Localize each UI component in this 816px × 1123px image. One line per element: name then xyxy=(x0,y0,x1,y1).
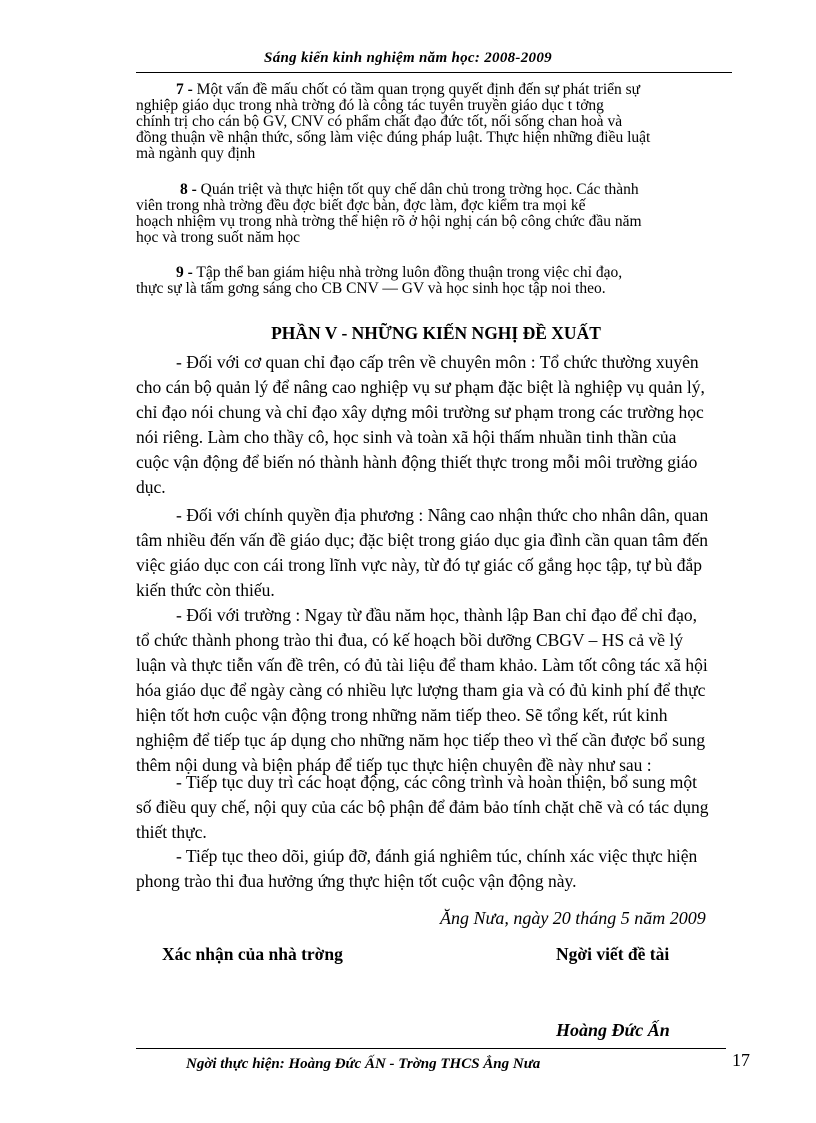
text-line: nghiệm để tiếp tục áp dụng cho những năm học tiếp theo vì thế cần được bổ sung xyxy=(136,730,706,750)
item-8 xyxy=(136,182,736,246)
item-7 xyxy=(136,82,736,162)
text-line: 7 - Một vấn đề mấu chốt có tầm quan trọng quyết định đến sự phát triển sự xyxy=(176,81,641,98)
item-number: 8 - xyxy=(180,181,197,198)
text-line: hoạch nhiệm vụ trong nhà trờng thể hiện rõ ở hội nghị cán bộ công chức đầu năm xyxy=(136,213,642,230)
text-line: kiến thức còn thiếu. xyxy=(136,580,275,600)
text-line: hóa giáo dục để ngày càng có nhiều lực lượng tham gia và có đủ kinh phí để thực xyxy=(136,680,706,700)
text-line: tâm nhiều đến vấn đề giáo dục; đặc biệt trong giáo dục gia đình cần quan tâm đến xyxy=(136,530,708,550)
page-header: Sáng kiến kinh nghiệm năm học: 2008-2009 xyxy=(264,50,552,66)
text-line: luận và thực tiễn vấn đề trên, có đủ tài liệu để tham khảo. Làm tốt công tác xã hội xyxy=(136,655,708,675)
text-line: phong trào thi đua hưởng ứng thực hiện tốt cuộc vận động này. xyxy=(136,871,577,891)
text-line: thực sự là tấm gơng sáng cho CB CNV — GV và học sinh học tập noi theo. xyxy=(136,280,606,297)
text-line: 8 - Quán triệt và thực hiện tốt quy chế dân chủ trong trờng học. Các thành xyxy=(180,181,639,198)
page-footer: Ngời thực hiện: Hoàng Đức ẤN - Trờng THCS Ẳng Nưa xyxy=(186,1056,541,1072)
text-line: nói riêng. Làm cho thầy cô, học sinh và toàn xã hội thấm nhuần tinh thần của xyxy=(136,427,677,447)
text-line: thêm nội dung và biện pháp để tiếp tục thực hiện chuyên đề này như sau : xyxy=(136,755,652,775)
item-number: 7 - xyxy=(176,81,193,98)
school-confirmation-label: Xác nhận của nhà trờng xyxy=(162,944,343,964)
page-number: 17 xyxy=(732,1050,750,1070)
paragraph-school xyxy=(136,603,740,778)
text-line: mà ngành quy định xyxy=(136,145,256,162)
author-label: Ngời viết đề tài xyxy=(556,944,670,964)
item-9 xyxy=(136,265,736,297)
text-line: nghiệp giáo dục trong nhà trờng đó là công tác tuyên truyền giáo dục t tởng xyxy=(136,97,604,114)
text-line: đồng thuận về nhận thức, sống làm việc đúng pháp luật. Thực hiện những điều luật xyxy=(136,129,651,146)
footer-divider xyxy=(136,1048,726,1049)
text-line: - Đối với chính quyền địa phương : Nâng cao nhận thức cho nhân dân, quan xyxy=(176,505,709,525)
item-number: 9 - xyxy=(176,264,193,281)
text-line: học và trong suốt năm học xyxy=(136,229,301,246)
paragraph-superior-agency xyxy=(136,350,740,500)
text-line: việc giáo dục con cái trong lĩnh vực này, từ đó tự giác cố gắng học tập, tự bù đắp xyxy=(136,555,703,575)
text-line: thiết thực. xyxy=(136,822,207,842)
paragraph-continue-monitoring xyxy=(136,844,740,894)
text-line: dục. xyxy=(136,477,166,497)
text-line: chính trị cho cán bộ GV, CNV có phẩm chất đạo đức tốt, nối sống chan hoà và xyxy=(136,113,623,130)
text-line: - Tiếp tục theo dõi, giúp đỡ, đánh giá nghiêm túc, chính xác việc thực hiện xyxy=(176,846,698,866)
text-line: - Đối với cơ quan chỉ đạo cấp trên về chuyên môn : Tổ chức thường xuyên xyxy=(176,352,699,372)
paragraph-local-government xyxy=(136,503,740,603)
text-line: tổ chức thành phong trào thi đua, có kế hoạch bồi dưỡng CBGV – HS cả về lý xyxy=(136,630,683,650)
text-line: cho cán bộ quản lý để nâng cao nghiệp vụ sư phạm đặc biệt là nghiệp vụ quản lý, xyxy=(136,377,705,397)
author-signature: Hoàng Đức Ấn xyxy=(556,1020,670,1040)
paragraph-continue-activities xyxy=(136,770,740,845)
header-divider xyxy=(136,72,732,73)
text-line: - Đối với trường : Ngay từ đầu năm học, thành lập Ban chỉ đạo để chỉ đạo, xyxy=(176,605,698,625)
text-line: 9 - Tập thể ban giám hiệu nhà trờng luôn đồng thuận trong việc chỉ đạo, xyxy=(176,264,623,281)
text-line: cuộc vận động để biến nó thành hành động thiết thực trong mỗi môi trường giáo xyxy=(136,452,698,472)
text-line: - Tiếp tục duy trì các hoạt động, các công trình và hoàn thiện, bổ sung một xyxy=(176,772,698,792)
date-line: Ăng Nưa, ngày 20 tháng 5 năm 2009 xyxy=(440,908,706,928)
text-line: chỉ đạo nói chung và chỉ đạo xây dựng môi trường sư phạm trong các trường học xyxy=(136,402,704,422)
text-line: hiện tốt hơn cuộc vận động trong những năm tiếp theo. Sẽ tổng kết, rút kinh xyxy=(136,705,668,725)
section-title: PHẦN V - NHỮNG KIẾN NGHỊ ĐỀ XUẤT xyxy=(271,323,601,343)
text-line: viên trong nhà trờng đều đợc biết đợc bàn, đợc làm, đợc kiểm tra mọi kế xyxy=(136,197,586,214)
text-line: số điều quy chế, nội quy của các bộ phận để đảm bảo tính chặt chẽ và có tác dụng xyxy=(136,797,709,817)
